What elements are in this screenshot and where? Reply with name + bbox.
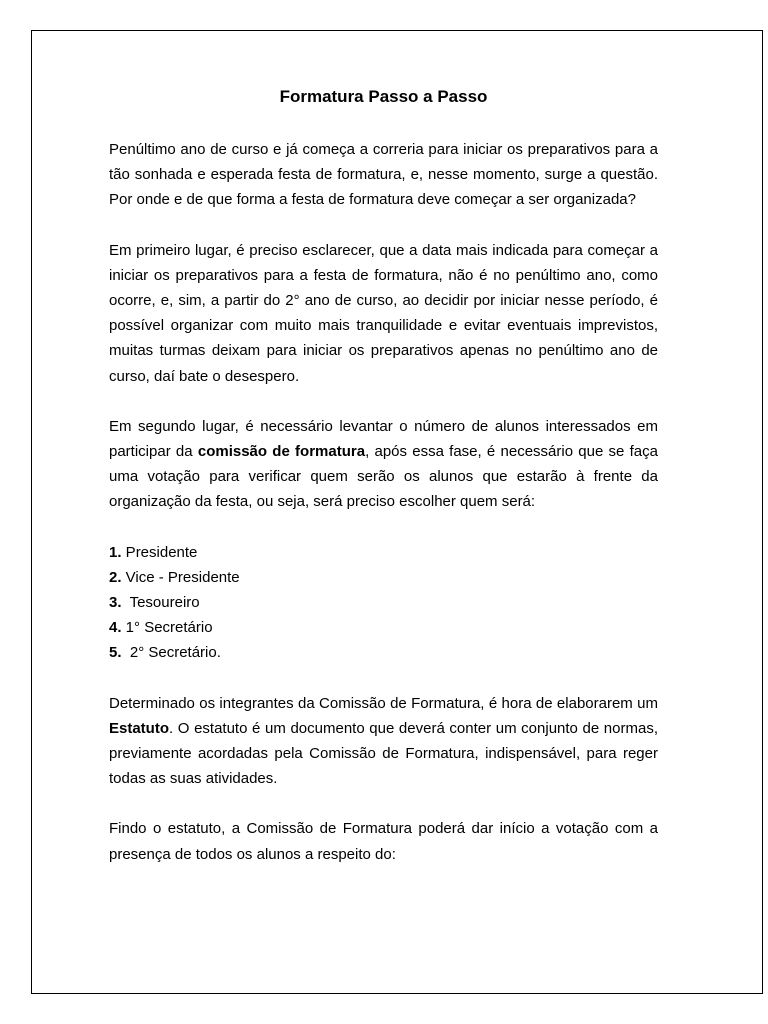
document-body	[109, 84, 658, 892]
list-number: 1.	[109, 543, 122, 561]
bold-term-comissao: comissão de formatura	[197, 443, 366, 461]
list-item	[109, 540, 658, 565]
list-item	[109, 590, 658, 615]
paragraph-first-point: Em primeiro lugar, é preciso esclarecer, que a data mais indicada para começar a iniciar os preparativos para a festa de formatura, não é no penúltimo ano, como ocorre, e, sim, a partir do 2° ano de curso, ao decidir por iniciar nesse período, é possível organizar com muito mais tranquilidade e evitar eventuais imprevistos, muitas turmas deixam para iniciar os preparativos apenas no penúltimo ano de curso, daí bate o desespero.	[109, 241, 658, 385]
list-number: 3.	[109, 594, 122, 612]
list-label: Tesoureiro	[121, 594, 200, 612]
list-label: 1° Secretário	[121, 619, 213, 637]
list-number: 4.	[109, 619, 122, 637]
paragraph-estatuto	[109, 691, 658, 792]
paragraph-votacao: Findo o estatuto, a Comissão de Formatura poderá dar início a votação com a presença de todos os alunos a respeito do:	[109, 820, 658, 863]
list-label: 2° Secretário.	[121, 644, 221, 662]
paragraph-second-point	[109, 414, 658, 515]
list-label: Vice - Presidente	[121, 568, 240, 586]
roles-list	[109, 540, 658, 666]
list-number: 5.	[109, 644, 122, 662]
paragraph-text: . O estatuto é um documento que deverá conter um conjunto de normas, previamente acordadas pela Comissão de Formatura, indispensável, para reger todas as suas atividades.	[109, 719, 658, 788]
list-label: Presidente	[121, 543, 198, 561]
paragraph-text: Determinado os integrantes da Comissão de Formatura, é hora de elaborarem um	[109, 694, 658, 712]
bold-term-estatuto: Estatuto	[109, 719, 169, 737]
list-item	[109, 565, 658, 590]
paragraph-text: , após essa fase, é necessário que se faça uma votação para verificar quem serão os alunos que estarão à frente da organização da festa, ou seja, será preciso escolher quem será:	[109, 443, 658, 511]
paragraph-intro: Penúltimo ano de curso e já começa a correria para iniciar os preparativos para a tão sonhada e esperada festa de formatura, e, nesse momento, surge a questão. Por onde e de que forma a festa de formatura deve começar a ser organizada?	[109, 141, 658, 209]
list-number: 2.	[109, 568, 122, 586]
list-item	[109, 640, 658, 665]
document-title: Formatura Passo a Passo	[279, 87, 488, 106]
list-item	[109, 615, 658, 640]
paragraph-text: Em segundo lugar, é necessário levantar o número de alunos interessados em participar da	[109, 417, 658, 461]
